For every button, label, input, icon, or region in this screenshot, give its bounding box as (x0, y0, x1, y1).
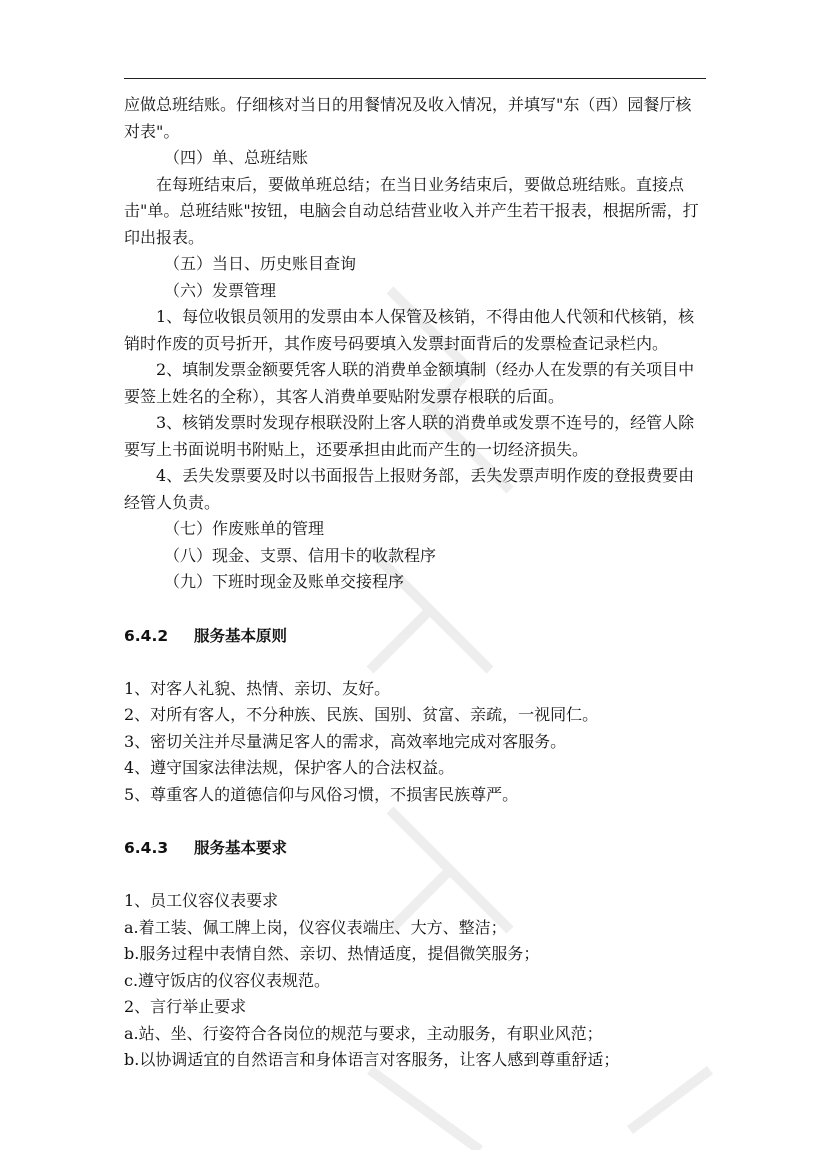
requirement-item: a.站、坐、行姿符合各岗位的规范与要求，主动服务，有职业风范； (124, 1023, 603, 1043)
requirement-item: c.遵守饭店的仪容仪表规范。 (124, 970, 331, 990)
heading-6-4-2 (124, 623, 706, 650)
section-6-title: （六）发票管理 (164, 280, 277, 300)
invoice-item: 4、丢失发票要及时以书面报告上报财务部，丢失发票声明作废的登报费要由经管人负责。 (124, 466, 695, 512)
heading-title: 服务基本原则 (194, 626, 288, 645)
section-9-title: （九）下班时现金及账单交接程序 (164, 572, 405, 591)
section-7-title: （七）作废账单的管理 (164, 519, 325, 538)
invoice-item: 2、填制发票金额要凭客人联的消费单金额填制（经办人在发票的有关项目中要签上姓名的全称），其客人消费单要贴附发票存根联的后面。 (124, 360, 695, 406)
requirement-item: a.着工装、佩工牌上岗，仪容仪表端庄、大方、整洁； (124, 917, 507, 937)
section-4-body: 在每班结束后，要做单班总结；在当日业务结束后，要做总班结账。直接点击"单。总班结账"按钮，电脑会自动总结营业收入并产生若干报表，根据所需，打印出报表。 (124, 174, 699, 247)
requirement-item: b.服务过程中表情自然、亲切、热情适度，提倡微笑服务； (124, 944, 540, 963)
heading-title: 服务基本要求 (194, 839, 288, 857)
principle-item: 4、遵守国家法律法规，保护客人的合法权益。 (124, 758, 455, 777)
requirement-item: 1、员工仪容仪表要求 (124, 891, 279, 910)
heading-number: 6.4.3 (124, 839, 169, 857)
invoice-item: 3、核销发票时发现存根联没附上客人联的消费单或发票不连号的，经管人除要写上书面说明书附贴上，还要承担由此而产生的一切经济损失。 (124, 413, 695, 459)
header-rule (124, 78, 706, 79)
section-5-title: （五）当日、历史账目查询 (164, 254, 357, 273)
principle-item: 5、尊重客人的道德信仰与风俗习惯，不损害民族尊严。 (124, 784, 519, 804)
heading-number: 6.4.2 (124, 626, 169, 645)
principle-item: 2、对所有客人，不分种族、民族、国别、贫富、亲疏，一视同仁。 (124, 705, 599, 724)
document-body (124, 92, 706, 1074)
principle-item: 1、对客人礼貌、热情、亲切、友好。 (124, 678, 391, 698)
intro-paragraph: 应做总班结账。仔细核对当日的用餐情况及收入情况，并填写"东（西）园餐厅核对表"。 (124, 95, 692, 141)
heading-6-4-3 (124, 835, 706, 862)
requirement-item: 2、言行举止要求 (124, 997, 247, 1016)
section-4-title: （四）单、总班结账 (164, 148, 309, 167)
principle-item: 3、密切关注并尽量满足客人的需求，高效率地完成对客服务。 (124, 731, 567, 751)
section-8-title: （八）现金、支票、信用卡的收款程序 (164, 545, 437, 565)
invoice-item: 1、每位收银员领用的发票由本人保管及核销，不得由他人代领和代核销，核销时作废的页号折开，其作废号码要填入发票封面背后的发票检查记录栏内。 (124, 307, 695, 353)
requirement-item: b.以协调适宜的自然语言和身体语言对客服务，让客人感到尊重舒适； (124, 1050, 620, 1069)
